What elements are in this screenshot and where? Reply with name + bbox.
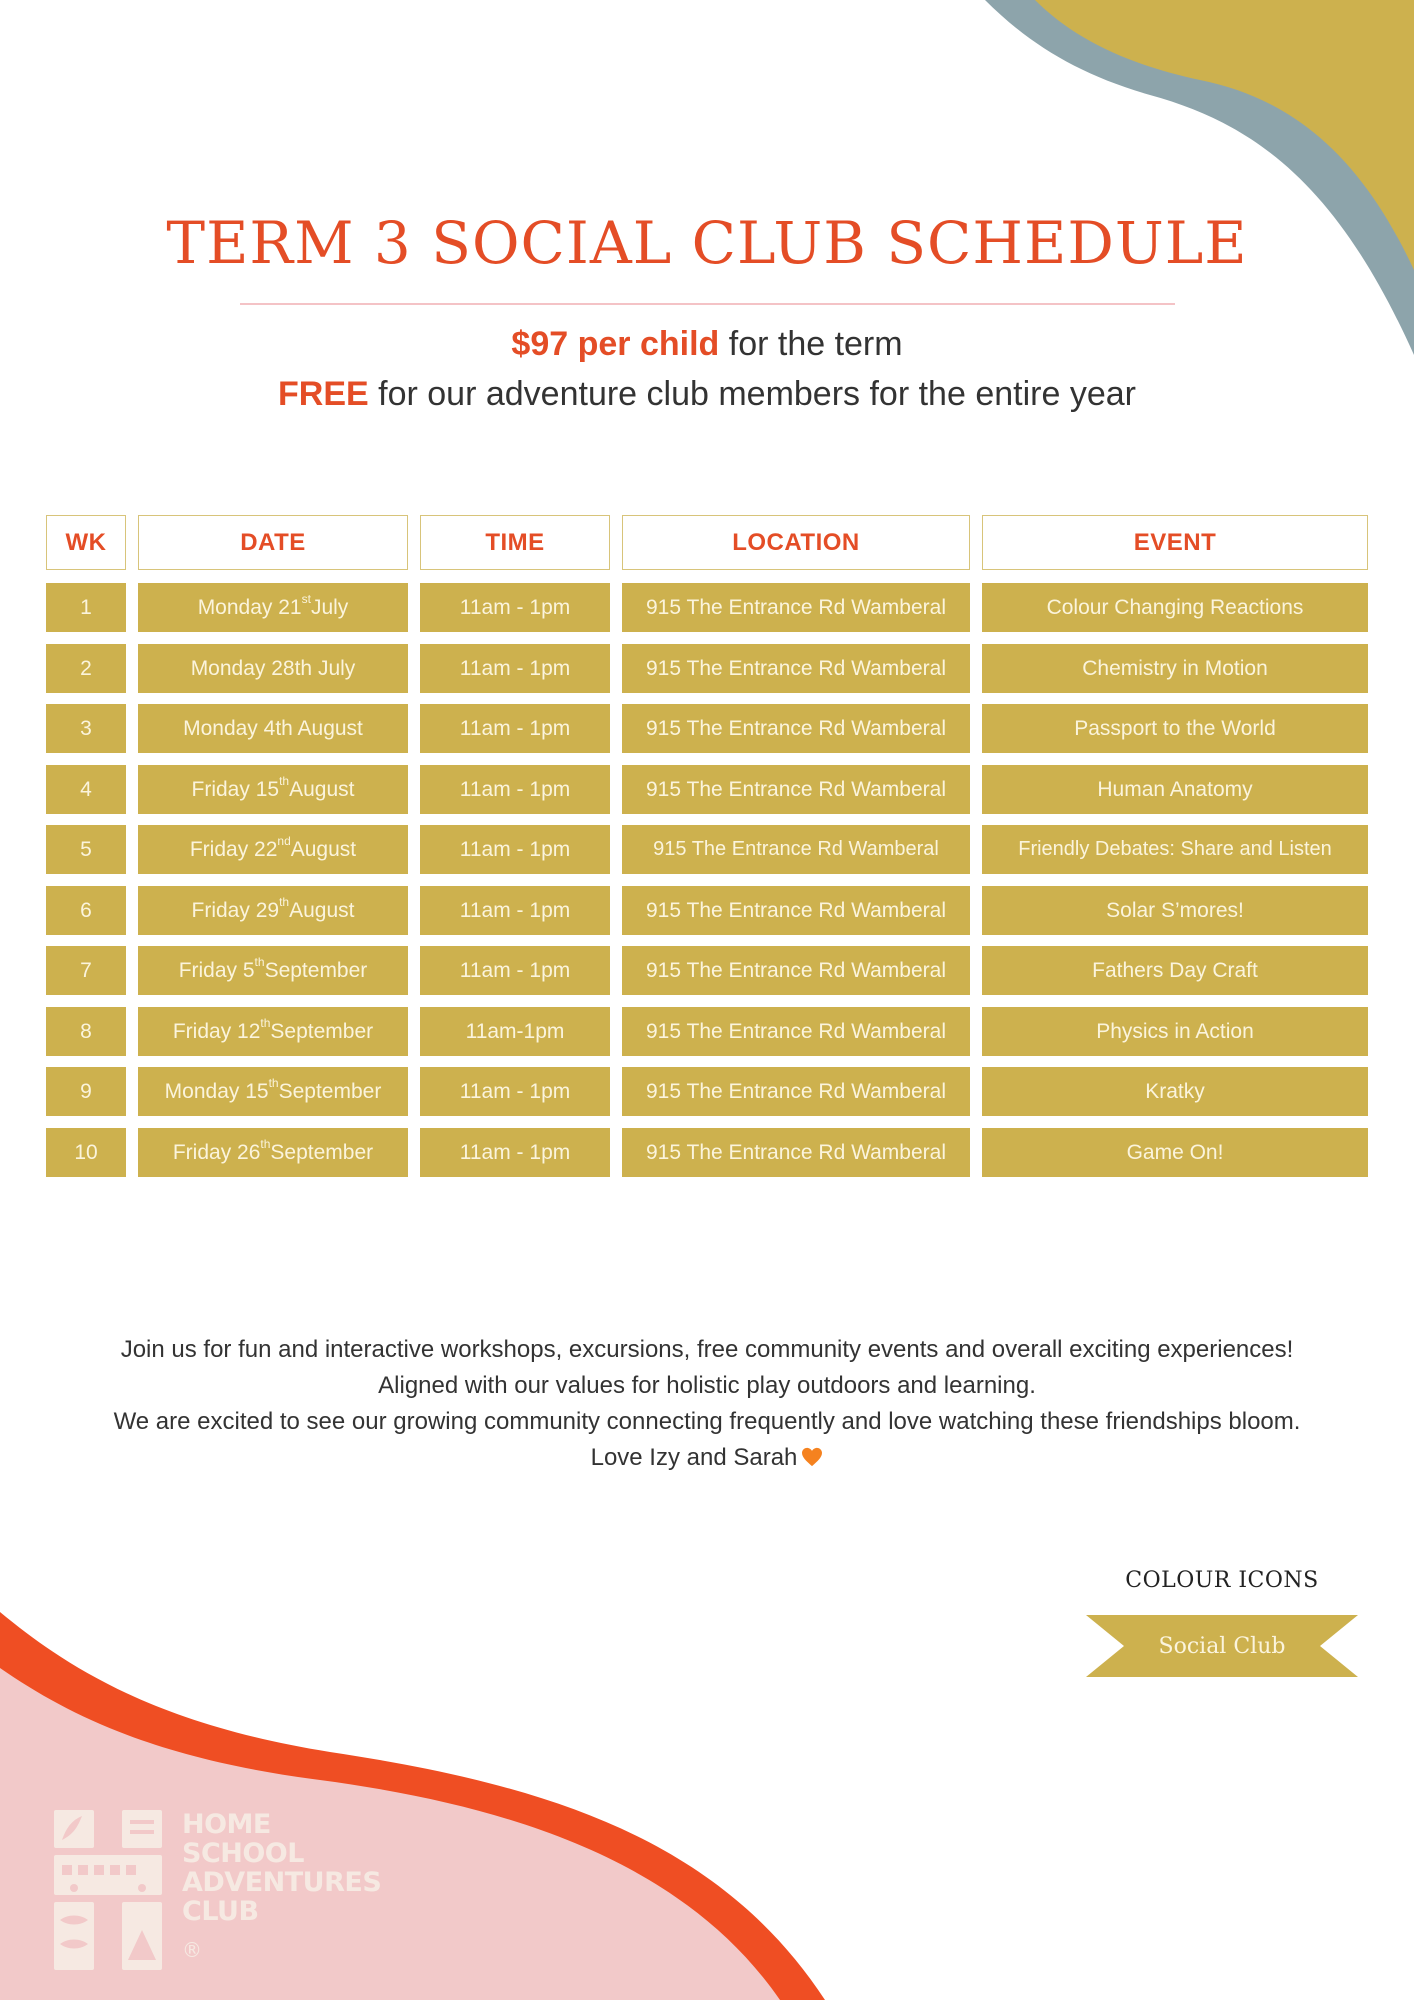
- cell-week: 9: [46, 1067, 126, 1116]
- logo-line: SCHOOL: [182, 1838, 304, 1869]
- cell-event: Friendly Debates: Share and Listen: [982, 825, 1368, 874]
- title-divider: [240, 303, 1175, 305]
- logo-line: HOME: [182, 1809, 271, 1840]
- cell-event: Colour Changing Reactions: [982, 583, 1368, 632]
- registered-mark: ®: [182, 1938, 202, 1962]
- cell-event: Physics in Action: [982, 1007, 1368, 1056]
- blurb-line: Join us for fun and interactive workshops, excursions, free community events and overall exciting experiences!: [120, 1336, 1294, 1363]
- cell-time: 11am - 1pm: [420, 825, 610, 874]
- legend-ribbon: [1086, 1615, 1358, 1677]
- cell-event: Game On!: [982, 1128, 1368, 1177]
- free-text: for our adventure club members for the entire year: [368, 375, 1136, 413]
- logo-line: ADVENTURES: [182, 1867, 382, 1898]
- cell-location: 915 The Entrance Rd Wamberal: [622, 886, 970, 935]
- cell-date: Friday 12 $^{th}$ September: [138, 1007, 408, 1056]
- cell-date: Friday 15 $^{th}$ August: [138, 765, 408, 814]
- page-title: TERM 3 SOCIAL CLUB SCHEDULE: [166, 209, 1248, 277]
- price-text: for the term: [719, 325, 903, 363]
- header-location: LOCATION: [622, 515, 970, 570]
- cell-week: 8: [46, 1007, 126, 1056]
- cell-time: 11am - 1pm: [420, 644, 610, 693]
- cell-event: Fathers Day Craft: [982, 946, 1368, 995]
- cell-week: 5: [46, 825, 126, 874]
- header-date: DATE: [138, 515, 408, 570]
- signoff-line: [0, 1440, 1414, 1476]
- cell-week: 4: [46, 765, 126, 814]
- cell-date: Friday 22 $^{nd}$ August: [138, 825, 408, 874]
- free-line: [0, 375, 1414, 414]
- cell-location: 915 The Entrance Rd Wamberal: [622, 644, 970, 693]
- blurb-line: Aligned with our values for holistic play outdoors and learning.: [378, 1372, 1036, 1399]
- cell-event: Passport to the World: [982, 704, 1368, 753]
- cell-week: 3: [46, 704, 126, 753]
- cell-time: 11am-1pm: [420, 1007, 610, 1056]
- header-wk: WK: [46, 515, 126, 570]
- cell-event: Human Anatomy: [982, 765, 1368, 814]
- signoff-text: Love Izy and Sarah: [590, 1444, 798, 1471]
- cell-week: 7: [46, 946, 126, 995]
- cell-date: Friday 5 $^{th}$ September: [138, 946, 408, 995]
- cell-date: Monday 28th July: [138, 644, 408, 693]
- cell-date: Friday 26 $^{th}$ September: [138, 1128, 408, 1177]
- cell-time: 11am - 1pm: [420, 765, 610, 814]
- legend-title: COLOUR ICONS: [1125, 1568, 1319, 1593]
- legend-item-social-club: Social Club: [1158, 1633, 1286, 1659]
- cell-week: 6: [46, 886, 126, 935]
- cell-event: Kratky: [982, 1067, 1368, 1116]
- cell-location: 915 The Entrance Rd Wamberal: [622, 583, 970, 632]
- cell-time: 11am - 1pm: [420, 946, 610, 995]
- cell-location: 915 The Entrance Rd Wamberal: [622, 1067, 970, 1116]
- cell-week: 1: [46, 583, 126, 632]
- cell-week: 10: [46, 1128, 126, 1177]
- heart-icon: [801, 1447, 823, 1467]
- cell-date: Monday 21 $^{st}$ July: [138, 583, 408, 632]
- cell-location: 915 The Entrance Rd Wamberal: [622, 1007, 970, 1056]
- cell-event: Chemistry in Motion: [982, 644, 1368, 693]
- cell-time: 11am - 1pm: [420, 1128, 610, 1177]
- cell-date: Friday 29 $^{th}$ August: [138, 886, 408, 935]
- cell-location: 915 The Entrance Rd Wamberal: [622, 1128, 970, 1177]
- header-event: EVENT: [982, 515, 1368, 570]
- cell-location: 915 The Entrance Rd Wamberal: [622, 825, 970, 874]
- cell-time: 11am - 1pm: [420, 886, 610, 935]
- cell-location: 915 The Entrance Rd Wamberal: [622, 946, 970, 995]
- price-amount: $97 per child: [511, 325, 720, 363]
- cell-time: 11am - 1pm: [420, 583, 610, 632]
- cell-location: 915 The Entrance Rd Wamberal: [622, 704, 970, 753]
- cell-event: Solar S’mores!: [982, 886, 1368, 935]
- header-time: TIME: [420, 515, 610, 570]
- free-label: FREE: [278, 375, 369, 413]
- logo-line: CLUB: [182, 1896, 259, 1927]
- cell-location: 915 The Entrance Rd Wamberal: [622, 765, 970, 814]
- cell-time: 11am - 1pm: [420, 704, 610, 753]
- price-line: [0, 325, 1414, 364]
- cell-date: Monday 15 $^{th}$ September: [138, 1067, 408, 1116]
- logo-wordmark: [182, 1810, 381, 1926]
- cell-time: 11am - 1pm: [420, 1067, 610, 1116]
- intro-blurb: [0, 1332, 1414, 1476]
- cell-week: 2: [46, 644, 126, 693]
- cell-date: Monday 4th August: [138, 704, 408, 753]
- blurb-line: We are excited to see our growing community connecting frequently and love watching these friendships bloom.: [113, 1408, 1301, 1435]
